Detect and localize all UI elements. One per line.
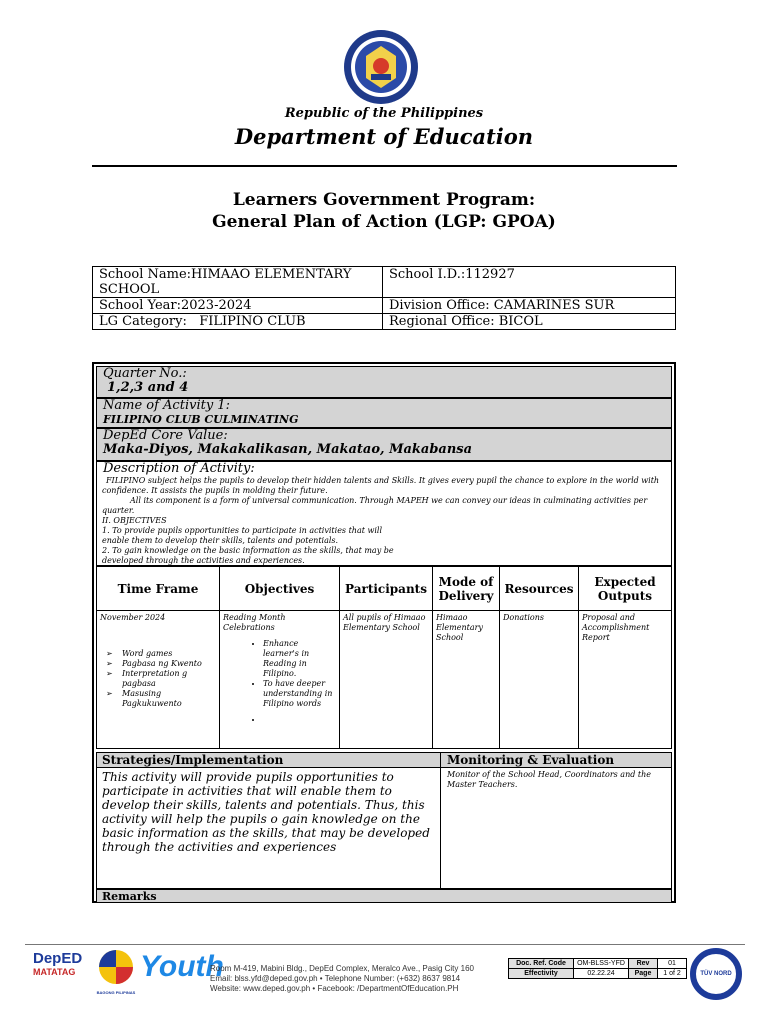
mode-cell: Himaao Elementary School: [433, 611, 500, 749]
quarter-label: Quarter No.:: [103, 366, 187, 381]
division-cell: Division Office: CAMARINES SUR: [383, 298, 676, 314]
document-title: [0, 189, 768, 233]
page-label: Page: [629, 969, 658, 979]
monitoring-section: [441, 753, 671, 888]
quarter-value: 1,2,3 and 4: [107, 380, 189, 395]
schedule-table: [96, 566, 672, 749]
footer-email-phone: Email: blss.yfd@deped.gov.ph • Telephone Number: (+632) 8637 9814: [210, 974, 461, 983]
header-resources: Resources: [500, 567, 579, 611]
lg-category-cell: LG Category: FILIPINO CLUB: [93, 314, 383, 330]
description-block: [96, 461, 672, 566]
deped-seal-icon: [342, 28, 420, 106]
footer-website: Website: www.deped.gov.ph • Facebook: /DepartmentOfEducation.PH: [210, 984, 459, 993]
effectivity-value: 02.22.24: [574, 969, 629, 979]
remarks-label: Remarks: [96, 889, 672, 903]
matatag-logo-text: MATATAG: [33, 967, 76, 977]
activity-list: [100, 649, 216, 709]
page-value: 1 of 2: [658, 969, 687, 979]
school-name-cell: School Name:HIMAAO ELEMENTARY SCHOOL: [93, 267, 383, 298]
core-value-label: DepEd Core Value:: [103, 428, 228, 443]
department-heading: Department of Education: [234, 124, 534, 149]
doc-ref-value: OM-BLSS-YFD: [574, 959, 629, 969]
footer-address: Room M-419, Mabini Bldg., DepEd Complex, Meralco Ave., Pasig City 160: [210, 964, 474, 973]
tuv-nord-text: TÜV NORD: [700, 971, 732, 977]
header-mode-of-delivery: Mode of Delivery: [433, 567, 500, 611]
school-id-cell: School I.D.:112927: [383, 267, 676, 298]
list-item: ➢ Pagbasa ng Kwento: [122, 659, 216, 669]
monitoring-text: Monitor of the School Head, Coordinators and the Master Teachers.: [447, 770, 651, 789]
objective-title: Reading Month Celebrations: [223, 613, 286, 632]
regional-cell: Regional Office: BICOL: [383, 314, 676, 330]
description-paragraph-2: All its component is a form of universal communication. Through MAPEH we can convey our ideas in culminating activities per quarter.: [102, 496, 648, 515]
time-frame-cell: [97, 611, 220, 749]
header-time-frame: Time Frame: [97, 567, 220, 611]
description-label: Description of Activity:: [103, 461, 255, 476]
header-objectives: Objectives: [220, 567, 340, 611]
header-participants: Participants: [340, 567, 433, 611]
activity-name-label: Name of Activity 1:: [103, 398, 230, 413]
time-frame-value: November 2024: [100, 613, 166, 622]
tuv-nord-logo: [690, 948, 742, 1000]
deped-matatag-logo: [33, 950, 91, 990]
monitoring-label: Monitoring & Evaluation: [441, 753, 671, 768]
bagong-pilipinas-icon: [94, 948, 138, 986]
objective-list: [241, 639, 336, 725]
description-text: [97, 476, 671, 566]
header-expected-outputs: Expected Outputs: [579, 567, 672, 611]
strategies-label: Strategies/Implementation: [97, 753, 440, 768]
quarter-block: [96, 366, 672, 398]
republic-heading: Republic of the Philippines: [284, 106, 484, 121]
activity-name-value: FILIPINO CLUB CULMINATING: [103, 413, 299, 426]
objectives-heading: II. OBJECTIVES: [102, 516, 167, 525]
school-info-table: [92, 266, 676, 330]
bagong-pilipinas-text: BAGONG PILIPINAS: [96, 990, 136, 995]
youth-logo: Youth: [140, 950, 224, 983]
rev-value: 01: [658, 959, 687, 969]
list-item: ➢ Word games: [122, 649, 216, 659]
doc-ref-table: [508, 958, 687, 979]
strategies-section: [97, 753, 441, 888]
strategies-monitoring-block: [96, 752, 672, 889]
deped-logo-text: DepED: [33, 950, 83, 967]
participants-cell: All pupils of Himaao Elementary School: [340, 611, 433, 749]
core-value-block: [96, 428, 672, 461]
core-value-text: Maka-Diyos, Makakalikasan, Makatao, Makabansa: [103, 442, 473, 457]
list-item: • To have deeper understanding in Filipino words: [263, 679, 336, 709]
list-item: [263, 715, 336, 725]
rev-label: Rev: [629, 959, 658, 969]
list-item: ➢ Masusing Pagkukuwento: [122, 689, 216, 709]
footer-contact: [210, 964, 474, 994]
outputs-cell: Proposal and Accomplishment Report: [579, 611, 672, 749]
doc-ref-label: Doc. Ref. Code: [509, 959, 574, 969]
effectivity-label: Effectivity: [509, 969, 574, 979]
list-item: • Enhance learner's in Reading in Filipino.: [263, 639, 336, 679]
activity-name-block: [96, 398, 672, 428]
bagong-pilipinas-logo: [94, 948, 138, 996]
description-paragraph-1: FILIPINO subject helps the pupils to develop their hidden talents and Skills. It gives every pupil the chance to explore in the world with confidence. It assists the pupils in molding their future.: [102, 476, 660, 495]
school-year-cell: School Year:2023-2024: [93, 298, 383, 314]
header-divider: [92, 165, 677, 167]
objectives-cell: [220, 611, 340, 749]
footer-divider: [25, 944, 745, 945]
resources-cell: Donations: [500, 611, 579, 749]
strategies-text: This activity will provide pupils opportunities to participate in activities that will enable them to develop their skills, talents and potentials. Thus, this activity will help the pupils o gain knowledge on the basic information as the skills, that may be developed through the activities and experiences: [102, 770, 430, 854]
title-line-2: General Plan of Action (LGP: GPOA): [212, 212, 556, 232]
list-item: ➢ Interpretation g pagbasa: [122, 669, 216, 689]
objective-1: 1. To provide pupils opportunities to participate in activities that will enable them to develop their skills, talents and potentials.: [102, 526, 382, 545]
title-line-1: Learners Government Program:: [232, 190, 536, 210]
objective-2: 2. To gain knowledge on the basic information as the skills, that may be developed through the activities and experiences.: [102, 546, 394, 565]
